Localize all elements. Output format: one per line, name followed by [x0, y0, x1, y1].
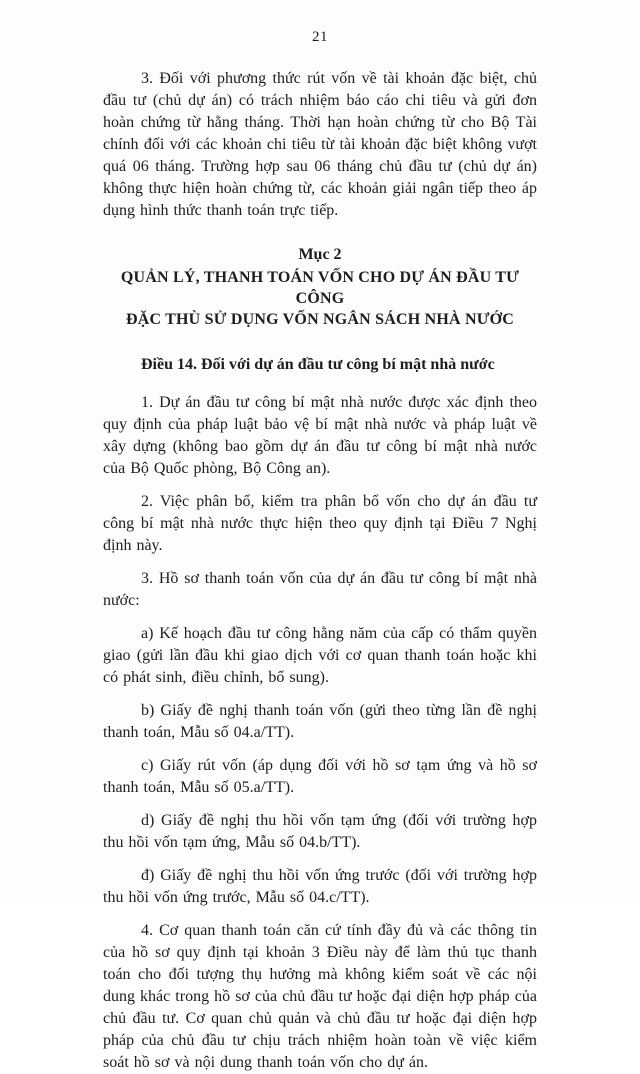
section-heading	[103, 244, 537, 330]
clause-paragraph: c) Giấy rút vốn (áp dụng đối với hồ sơ tạm ứng và hồ sơ thanh toán, Mẫu số 05.a/TT).	[103, 757, 537, 796]
clause-paragraph: d) Giấy đề nghị thu hồi vốn tạm ứng (đối với trường hợp thu hồi vốn tạm ứng, Mẫu số 04.b/TT).	[103, 812, 537, 851]
clause-paragraph: b) Giấy đề nghị thanh toán vốn (gửi theo từng lần đề nghị thanh toán, Mẫu số 04.a/TT).	[103, 702, 537, 741]
document-content	[103, 68, 537, 1074]
section-label: Mục 2	[298, 246, 342, 263]
intro-paragraph: 3. Đối với phương thức rút vốn về tài khoản đặc biệt, chủ đầu tư (chủ dự án) có trách nhiệm báo cáo chi tiêu và gửi đơn hoàn chứng từ hằng tháng. Thời hạn hoàn chứng từ cho Bộ Tài chính đối với các khoản chi tiêu từ tài khoản đặc biệt không vượt quá 06 tháng. Trường hợp sau 06 tháng chủ đầu tư (chủ dự án) không thực hiện hoàn chứng từ, các khoản giải ngân tiếp theo áp dụng hình thức thanh toán trực tiếp.	[103, 70, 537, 219]
clause-paragraph: 3. Hồ sơ thanh toán vốn của dự án đầu tư công bí mật nhà nước:	[103, 570, 537, 609]
section-title-line-2: ĐẶC THÙ SỬ DỤNG VỐN NGÂN SÁCH NHÀ NƯỚC	[125, 311, 515, 328]
clause-paragraph: 4. Cơ quan thanh toán căn cứ tính đầy đủ và các thông tin của hồ sơ quy định tại khoản 3 Điều này để làm thủ tục thanh toán cho đối tượng thụ hưởng mà không kiểm soát về các nội dung khác trong hồ sơ của chủ đầu tư hoặc đại diện hợp pháp của chủ đầu tư. Cơ quan chủ quản và chủ đầu tư hoặc đại diện hợp pháp của chủ đầu tư chịu trách nhiệm hoàn toàn về việc kiểm soát hồ sơ và nội dung thanh toán vốn cho dự án.	[103, 922, 537, 1071]
page-number: 21	[312, 29, 328, 45]
article-heading: Điều 14. Đối với dự án đầu tư công bí mật nhà nước	[141, 356, 495, 373]
clause-paragraph: đ) Giấy đề nghị thu hồi vốn ứng trước (đối với trường hợp thu hồi vốn ứng trước, Mẫu số 04.c/TT).	[103, 867, 537, 906]
clause-paragraph: 2. Việc phân bổ, kiểm tra phân bổ vốn cho dự án đầu tư công bí mật nhà nước thực hiện theo quy định tại Điều 7 Nghị định này.	[103, 493, 537, 554]
clause-paragraph: a) Kế hoạch đầu tư công hằng năm của cấp có thẩm quyền giao (gửi lần đầu khi giao dịch với cơ quan thanh toán hoặc khi có phát sinh, điều chỉnh, bổ sung).	[103, 625, 537, 686]
clause-paragraph: 1. Dự án đầu tư công bí mật nhà nước được xác định theo quy định của pháp luật bảo vệ bí mật nhà nước và pháp luật về xây dựng (không bao gồm dự án đầu tư công bí mật nhà nước của Bộ Quốc phòng, Bộ Công an).	[103, 394, 537, 477]
section-title-line-1: QUẢN LÝ, THANH TOÁN VỐN CHO DỰ ÁN ĐẦU TƯ CÔNG	[120, 269, 520, 307]
